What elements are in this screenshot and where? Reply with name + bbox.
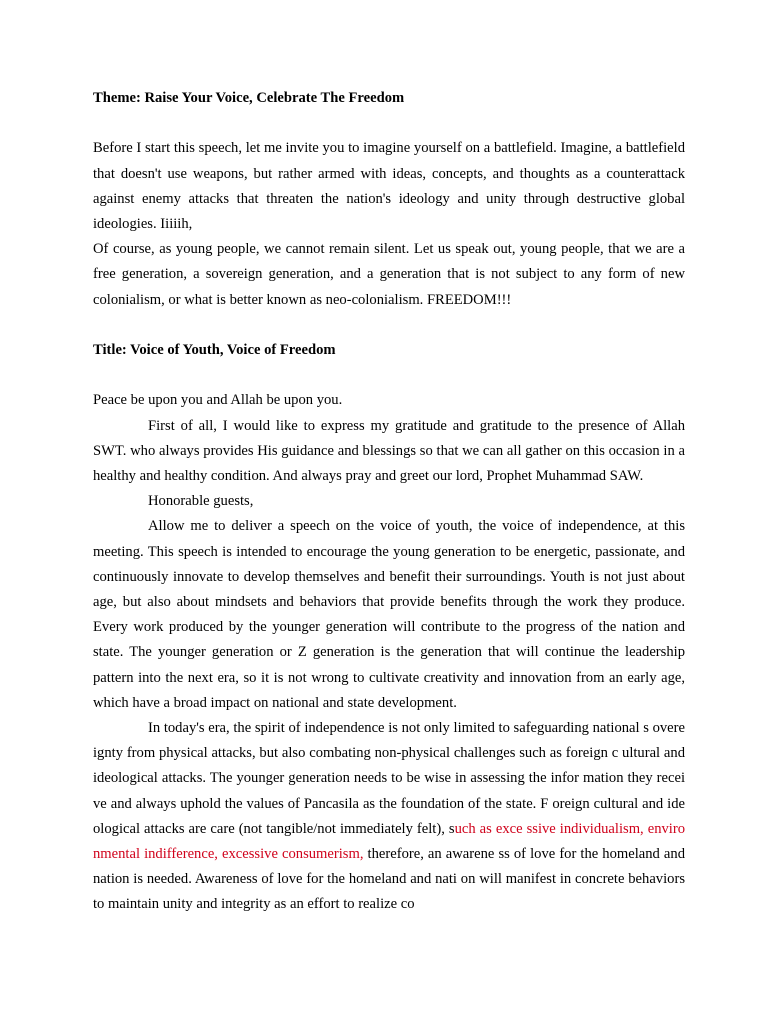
document-page	[93, 86, 685, 918]
spacer	[93, 363, 685, 388]
intro-paragraph-2: Of course, as young people, we cannot remain silent. Let us speak out, young people, that we are a free generation, a sovereign generation, and a generation that is not subject to any form of new colonialism, or what is better known as neo-colonialism. FREEDOM!!!	[93, 241, 685, 308]
greeting: Peace be upon you and Allah be upon you.	[93, 392, 343, 409]
title-heading: Title: Voice of Youth, Voice of Freedom	[93, 342, 336, 358]
honorable-guests: Honorable guests,	[148, 493, 254, 510]
era-paragraph-text-continued: therefore, an awarene ss of love for the homeland and nation is needed. Awareness of love for the homeland and nati on will manifest in concrete behaviors to maintain unity and integrity as an effort to realize co	[93, 846, 685, 913]
era-paragraph-highlight: uch as exce ssive individualism, environmental indifference, excessive consumerism,	[93, 820, 686, 863]
spacer	[93, 313, 685, 338]
intro-paragraph: Before I start this speech, let me invite you to imagine yourself on a battlefield. Imagine, a battlefield that doesn't use weapons, but rather armed with ideas, concepts, and thoughts as a counterattack against enemy attacks that threaten the nation's ideology and unity through destructive global ideologies. Iiiiih,	[93, 140, 685, 232]
era-paragraph-text: In today's era, the spirit of independence is not only limited to safeguarding national s overeignty from physical attacks, but also combating non-physical challenges such as foreign c ultural and ideological attacks. The younger generation needs to be wise in assessing the infor mation they receive and always uphold the values of Pancasila as the foundation of the state. F oreign cultural and ideological attacks are care (not tangible/not immediately felt), s	[93, 720, 685, 837]
gratitude-paragraph: First of all, I would like to express my gratitude and gratitude to the presence of Allah SWT. who always provides His guidance and blessings so that we can all gather on this occasion in a healthy and healthy condition. And always pray and greet our lord, Prophet Muhammad SAW.	[93, 417, 685, 484]
speech-paragraph: Allow me to deliver a speech on the voice of youth, the voice of independence, at this meeting. This speech is intended to encourage the young generation to be energetic, passionate, and continuously innovate to develop themselves and benefit their surroundings. Youth is not just about age, but also about mindsets and behaviors that provide benefits through the work they produce. Every work produced by the younger generation will contribute to the progress of the nation and state. The younger generation or Z generation is the generation that will continue the leadership pattern into the next era, so it is not wrong to cultivate creativity and innovation from an early age, which have a broad impact on national and state development.	[93, 518, 685, 711]
theme-heading: Theme: Raise Your Voice, Celebrate The Freedom	[93, 90, 405, 106]
spacer	[93, 111, 685, 136]
era-paragraph	[93, 716, 685, 918]
